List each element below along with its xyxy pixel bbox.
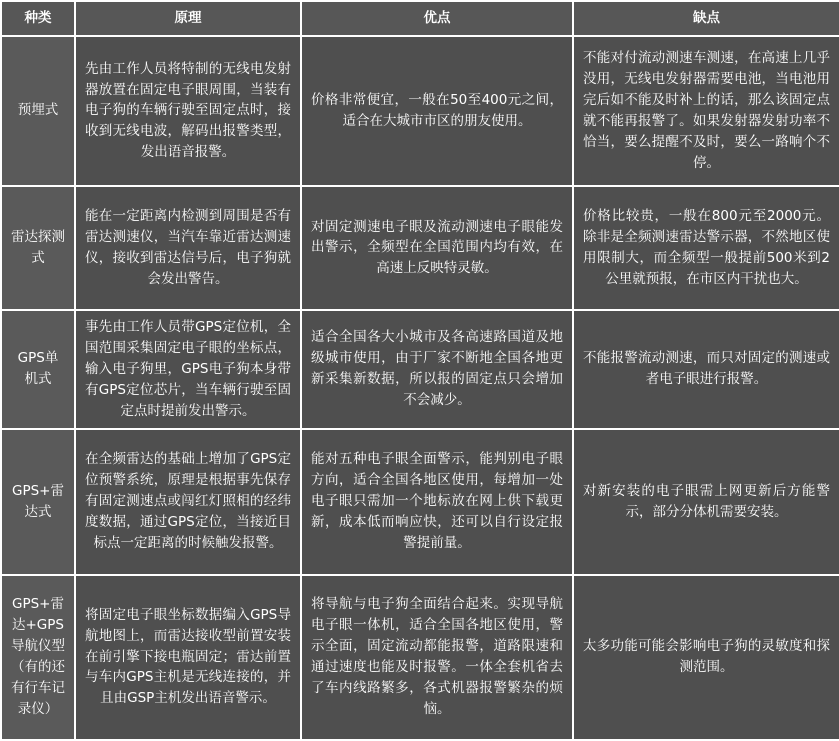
table-row <box>1 36 839 186</box>
row-category: GPS+雷达+GPS导航仪型（有的还有行车记录仪） <box>1 575 75 740</box>
row-category: 预埋式 <box>1 36 75 186</box>
row-category: GPS单机式 <box>1 310 75 429</box>
row-principle: 先由工作人员将特制的无线电发射器放置在固定电子眼周围，当装有电子狗的车辆行驶至固定点时，接收到无线电波，解码出报警类型，发出语音报警。 <box>75 36 301 186</box>
row-category: GPS+雷达式 <box>1 429 75 575</box>
row-cons: 对新安装的电子眼需上网更新后方能警示，部分分体机需要安装。 <box>573 429 839 575</box>
row-cons: 太多功能可能会影响电子狗的灵敏度和探测范围。 <box>573 575 839 740</box>
row-principle: 事先由工作人员带GPS定位机，全国范围采集固定电子眼的坐标点，输入电子狗里，GPS电子狗本身带有GPS定位芯片，当车辆行驶至固定点时提前发出警示。 <box>75 310 301 429</box>
table-row <box>1 310 839 429</box>
table-header <box>1 1 839 36</box>
table-body <box>1 36 839 740</box>
row-pros: 能对五种电子眼全面警示，能判别电子眼方向，适合全国各地区使用，每增加一处电子眼只需加一个地标放在网上供下载更新，成本低而响应快，还可以自行设定报警提前量。 <box>301 429 573 575</box>
header-row <box>1 1 839 36</box>
row-category: 雷达探测式 <box>1 186 75 310</box>
row-principle: 能在一定距离内检测到周围是否有雷达测速仪，当汽车靠近雷达测速仪，接收到雷达信号后，电子狗就会发出警告。 <box>75 186 301 310</box>
row-pros: 对固定测速电子眼及流动测速电子眼能发出警示，全频型在全国范围内均有效，在高速上反映特灵敏。 <box>301 186 573 310</box>
row-cons: 价格比较贵，一般在800元至2000元。除非是全频测速雷达警示器，不然地区使用限制大，而全频型一般提前500米到2公里就预报，在市区内干扰也大。 <box>573 186 839 310</box>
row-pros: 适合全国各大小城市及各高速路国道及地级城市使用，由于厂家不断地全国各地更新采集新数据，所以报的固定点只会增加不会减少。 <box>301 310 573 429</box>
header-principle: 原理 <box>75 1 301 36</box>
header-pros: 优点 <box>301 1 573 36</box>
table-row <box>1 186 839 310</box>
row-principle: 在全频雷达的基础上增加了GPS定位预警系统，原理是根据事先保存有固定测速点或闯红灯照相的经纬度数据，通过GPS定位，当接近目标点一定距离的时候触发报警。 <box>75 429 301 575</box>
row-cons: 不能对付流动测速车测速，在高速上几乎没用，无线电发射器需要电池，当电池用完后如不能及时补上的话，那么该固定点就不能再报警了。如果发射器发射功率不恰当，要么提醒不及时，要么一路响个不停。 <box>573 36 839 186</box>
header-category: 种类 <box>1 1 75 36</box>
row-pros: 将导航与电子狗全面结合起来。实现导航电子眼一体机，适合全国各地区使用，警示全面，固定流动都能报警，道路限速和通过速度也能及时报警。一体全套机省去了车内线路繁多，各式机器报警繁杂的烦恼。 <box>301 575 573 740</box>
row-pros: 价格非常便宜，一般在50至400元之间，适合在大城市市区的朋友使用。 <box>301 36 573 186</box>
row-cons: 不能报警流动测速，而只对固定的测速或者电子眼进行报警。 <box>573 310 839 429</box>
row-principle: 将固定电子眼坐标数据编入GPS导航地图上，而雷达接收型前置安装在前引擎下接电瓶固定；雷达前置与车内GPS主机是无线连接的，并且由GSP主机发出语音警示。 <box>75 575 301 740</box>
header-cons: 缺点 <box>573 1 839 36</box>
table-row <box>1 429 839 575</box>
table-row <box>1 575 839 740</box>
